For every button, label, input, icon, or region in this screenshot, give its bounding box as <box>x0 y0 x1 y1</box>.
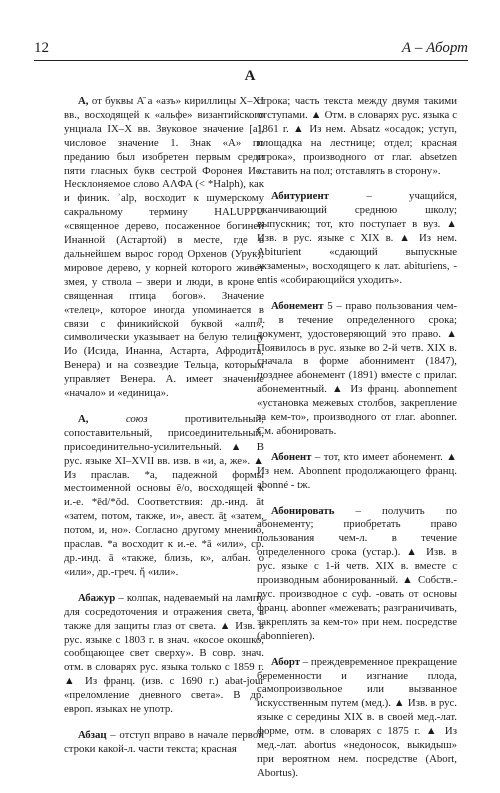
headword: Абонемент <box>271 299 324 312</box>
headword: Абажур <box>78 591 116 604</box>
section-letter: А <box>244 68 256 84</box>
left-column <box>64 95 264 769</box>
entry-text: – колпак, надеваемый на лампу для сосредоточения и отражения света, а также для защиты глаз от света. ▲ Изв. в рус. языке с 1803 г. в знач. «косое окошко, сообщающее свет сверху». В совр. знач. отм. в словарях рус. языка только с 1859 г. ▲ Из франц. (изв. с 1690 г.) abat-jour «преломление дневного света». В др. европ. языках не употр. <box>64 591 264 716</box>
entry-abonirovat <box>257 505 457 644</box>
part-of-speech: союз <box>125 412 148 425</box>
page-number: 12 <box>34 40 49 56</box>
entry-text: – преждевременное прекращение беременности и изгнание плода, самопроизвольное или вызванное искусственным путем (мед.). ▲ Изв. в рус. языке с середины XIX в. в своей мед.-лат. форме, отм. в словарях с 1875 г. ▲ Из мед.-лат. abortus «недоносок, выкидыш» при вероятном нем. посредстве (Abort, Abortus). <box>257 655 457 779</box>
headword: Аборт <box>271 655 301 668</box>
entry-text: строка; часть текста между двумя такими отступами. ▲ Отм. в словарях рус. языка с 1861 г. ▲ Из нем. Absatz «осадок; уступ, площадка на лестнице; отдел; красная строка», производного от глаг. absetzen «ставить на пол; отставлять в сторону». <box>257 95 457 177</box>
entry-a-conjunction <box>64 413 264 580</box>
entry-text: – тот, кто имеет абонемент. ▲ Из нем. Abonnent продолжающего франц. abonné - tж. <box>257 450 457 491</box>
entry-abazhur <box>64 592 264 717</box>
entry-abzats <box>64 729 264 757</box>
entry-text: противительный, сопоставительный, присоединительный, присоединительно-усилительный. ▲ В рус. языке XI–XVII вв. изв. в «и, а, же». ▲ Из праслав. *a, падежной формы местоименной основы ē/o, восходящей к и.-е. *ēd/*ōd. Соответствия: др.-инд. āt «затем, потом, также, и», авест. āt̰ «затем, потом, и, но». Согласно другому мнению, праслав. *a восходит к и.-е. *ā «или», ср. др.-инд. ā «также, близь, к», албан. o «или», др.-греч. ἤ «или». <box>64 412 265 578</box>
right-column <box>257 95 457 793</box>
entry-text: – получить по абонементу; приобретать право пользования чем-л. в течение определенного срока (устар.). ▲ Изв. в рус. языке с 1-й четв. XIX в. вместе с производным абонированный. ▲ Собств.-рус. производное с суф. -овать от основы франц. abonner «межевать; разграничивать, закреплять за кем-то» при нем. посредстве (abonnieren). <box>257 504 457 642</box>
entry-abonent <box>257 451 457 493</box>
entry-text: – учащийся, оканчивающий среднюю школу; выпускник; тот, кто поступает в вуз. ▲ Изв. в рус. языке с XIX в. ▲ Из нем. Abiturient «сдающий выпускные экзамены», восходящего к лат. abituriens, -entis «собирающийся уходить». <box>257 190 458 286</box>
entry-a-letter <box>64 95 264 401</box>
headword: Абонент <box>271 450 312 463</box>
headword: Абитуриент <box>271 190 329 203</box>
entry-text: – отступ вправо в начале первой строки какой-л. части текста; красная <box>64 728 265 755</box>
entry-abonement <box>257 300 457 439</box>
entry-abort <box>257 656 457 781</box>
entry-abiturient <box>257 190 457 287</box>
entry-text: от буквы А̄ а «азъ» кириллицы X–XI вв., восходящей к «альфе» византийского унциала IX–X вв. Звуковое значение [а], числовое значение 1. Знак «А» по преданию был изобретен первым среди пяти гласных букв сестрой Форонея Ио. Несклоняемое слово ΑΛΦΑ (< *Halph), как и финик. ʾalp, восходит к шумерскому сакральному термину HALUPPU «священное дерево, посаженное богиней Инанной (Астартой) в месте, где в дальнейшем вырос город Орхенов (Урук); мировое дерево, у корней которого живет змея, у ствола – звери и люди, в кроне – священная птица богов». Значение «телец», которое иногда упоминается в связи с финикийской буквой «алп», символически указывает на белую телицу Ио (Исида, Инанна, Астарта, Афродита, Венера) и на созвездие Тельца, которым управляет Венера. А. имеет значение «начало» и «единица». <box>64 95 265 400</box>
headword: А, <box>78 95 89 107</box>
page-header <box>34 40 468 61</box>
headword: Абзац <box>78 728 107 741</box>
running-head: А – Аборт <box>401 40 468 56</box>
entry-text: 5 – право пользования чем-л. в течение определенного срока; документ, удостоверяющий это право. ▲ Появилось в рус. языке во 2-й четв. XIX в. сначала в форме абоннимент (1847), позднее абонемент (1891) вместе с прилаг. абонементный. ▲ Из франц. abonnement «установка межевых столбов, закрепление за кем-то», производного от глаг. abonner. См. абонировать. <box>257 299 457 437</box>
headword: А, <box>78 412 89 425</box>
entry-abzats-continued <box>257 95 457 178</box>
headword: Абонировать <box>271 504 335 517</box>
